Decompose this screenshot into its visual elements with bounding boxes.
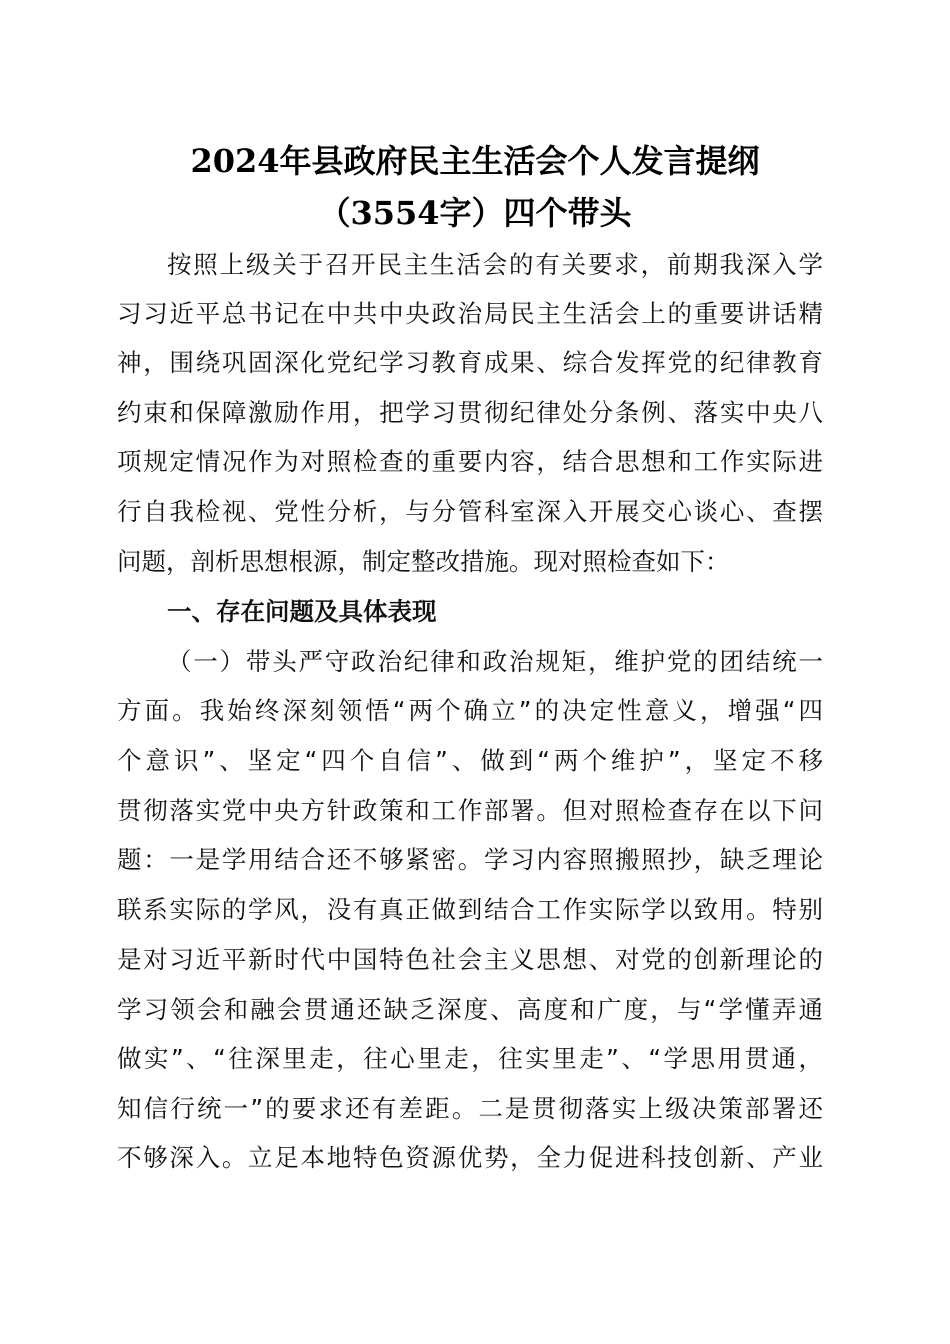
paragraph-line: 个意识”、坚定“四个自信”、做到“两个维护”，坚定不移 xyxy=(117,746,823,775)
paragraph-line: 习习近平总书记在中共中央政治局民主生活会上的重要讲话精 xyxy=(117,299,823,328)
paragraph-line: 行自我检视、党性分析，与分管科室深入开展交心谈心、查摆 xyxy=(117,497,823,526)
paragraph-line: 按照上级关于召开民主生活会的有关要求，前期我深入学 xyxy=(167,250,823,279)
paragraph-line: 项规定情况作为对照检查的重要内容，结合思想和工作实际进 xyxy=(117,447,823,476)
paragraph-line: 方面。我始终深刻领悟“两个确立”的决定性意义，增强“四 xyxy=(117,696,823,725)
paragraph-line: 是对习近平新时代中国特色社会主义思想、对党的创新理论的 xyxy=(117,945,823,974)
paragraph-line: 学习领会和融会贯通还缺乏深度、高度和广度，与“学懂弄通 xyxy=(117,995,823,1024)
paragraph-line: 不够深入。立足本地特色资源优势，全力促进科技创新、产业 xyxy=(117,1143,823,1172)
paragraph-line: 问题，剖析思想根源，制定整改措施。现对照检查如下： xyxy=(117,547,730,576)
paragraph-line: 知信行统一”的要求还有差距。二是贯彻落实上级决策部署还 xyxy=(117,1094,823,1123)
document-title-line-1: 2024年县政府民主生活会个人发言提纲 xyxy=(190,142,760,180)
paragraph-line: 题：一是学用结合还不够紧密。学习内容照搬照抄，缺乏理论 xyxy=(117,845,823,874)
paragraph-line: 贯彻落实党中央方针政策和工作部署。但对照检查存在以下问 xyxy=(117,796,823,825)
paragraph-line: （一）带头严守政治纪律和政治规矩，维护党的团结统一 xyxy=(167,647,823,676)
paragraph-line: 联系实际的学风，没有真正做到结合工作实际学以致用。特别 xyxy=(117,895,823,924)
paragraph-line: 神，围绕巩固深化党纪学习教育成果、综合发挥党的纪律教育 xyxy=(117,348,823,377)
paragraph-line: 约束和保障激励作用，把学习贯彻纪律处分条例、落实中央八 xyxy=(117,398,823,427)
paragraph-line: 做实”、“往深里走，往心里走，往实里走”、“学思用贯通， xyxy=(117,1044,823,1073)
section-heading: 一、存在问题及具体表现 xyxy=(167,597,437,626)
document-title-line-2: （3554字）四个带头 xyxy=(318,194,632,232)
